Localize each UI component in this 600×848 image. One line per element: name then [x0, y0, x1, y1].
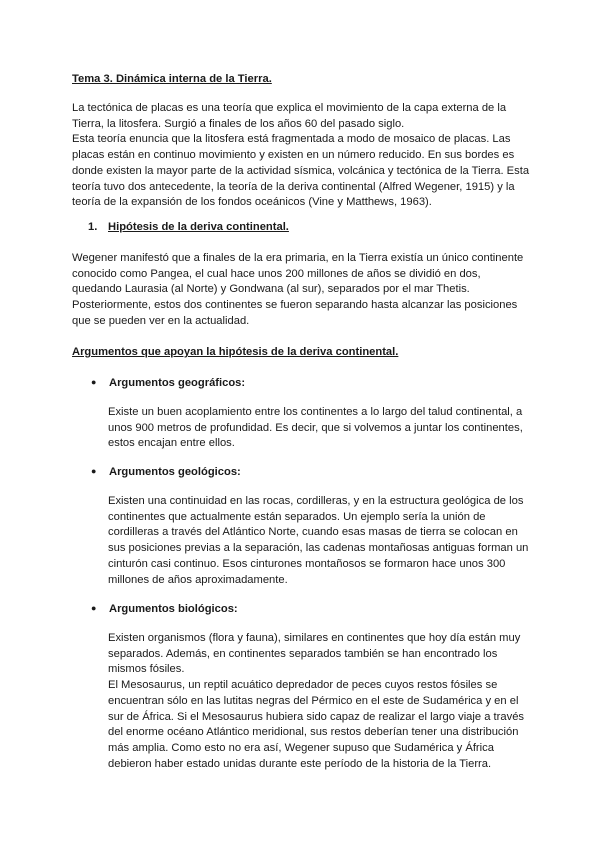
bullet-item — [91, 601, 238, 618]
text-line: encuentran sólo en las lutitas negras del Pérmico en el este de Sudamérica y en el — [108, 694, 519, 707]
bullet-item — [91, 464, 241, 481]
bullet-icon: ● — [91, 603, 97, 613]
text-line: Existen organismos (flora y fauna), similares en continentes que hoy día están muy — [108, 632, 521, 644]
text-line: La tectónica de placas es una teoría que explica el movimiento de la capa externa de la — [72, 102, 507, 114]
text-line: Existen una continuidad en las rocas, cordilleras, y en la estructura geológica de los — [108, 495, 524, 507]
bullet-paragraph — [108, 405, 528, 452]
text-line: mismos fósiles. — [108, 663, 185, 676]
text-line: cinturón casi continuo. Esos cinturones montañosos se formaron hace unos 300 — [108, 557, 506, 570]
text-line: que se pueden ver en la actualidad. — [72, 314, 250, 327]
section-title: Hipótesis de la deriva continental. — [108, 221, 289, 233]
bullet-label: Argumentos geográficos: — [109, 377, 246, 389]
text-line: teoría de la expansión de los fondos oceánicos (Vine y Matthews, 1963). — [72, 196, 432, 209]
text-line: millones de años aproximadamente. — [108, 573, 288, 586]
text-line: sus posiciones previas a la separación, las cadenas montañosas antiguas forman un — [108, 542, 529, 555]
text-line: Esta teoría enuncia que la litosfera está fragmentada a modo de mosaico de placas. Las — [72, 133, 511, 146]
bullet-label: Argumentos biológicos: — [109, 603, 238, 615]
text-line: cordilleras a través del Atlántico Norte, cuando esas masas de tierra se colocan en — [108, 526, 518, 539]
section-heading — [88, 220, 548, 236]
text-line: estos encajan entre ellos. — [108, 437, 235, 450]
bullet-item — [91, 375, 245, 392]
text-line: más amplia. Como esto no era así, Wegener supuso que Sudamérica y África — [108, 741, 494, 754]
intro-paragraph — [72, 101, 532, 211]
bullet-paragraph — [108, 494, 528, 588]
section-paragraph — [72, 251, 532, 330]
text-line: donde existen la mayor parte de la actividad sísmica, volcánica y tectónica de la Tierra. Esta — [72, 164, 530, 177]
document-title: Tema 3. Dinámica interna de la Tierra. — [72, 73, 272, 85]
text-line: conocido como Pangea, el cual hace unos 200 millones de años se dividió en dos, — [72, 267, 481, 280]
text-line: Existe un buen acoplamiento entre los continentes a lo largo del talud continental, a — [108, 406, 523, 418]
text-line: continentes que actualmente están separados. Un ejemplo sería la unión de — [108, 510, 486, 523]
bullet-paragraph — [108, 631, 528, 772]
text-line: debieron haber estado unidas durante este período de la historia de la Tierra. — [108, 757, 492, 770]
text-line: placas están en continuo movimiento y existen en un número reducido. En sus bordes es — [72, 149, 515, 162]
arguments-heading: Argumentos que apoyan la hipótesis de la deriva continental. — [72, 346, 399, 358]
text-line: separados. Además, en continentes separados también se han encontrado los — [108, 647, 498, 660]
text-line: Wegener manifestó que a finales de la era primaria, en la Tierra existía un único continente — [72, 252, 524, 264]
text-line: teoría tuvo dos antecedente, la teoría de la deriva continental (Alfred Wegener, 1915) y la — [72, 180, 515, 193]
text-line: quedando Laurasia (al Norte) y Gondwana (al sur), separados por el mar Thetis. — [72, 283, 470, 296]
text-line: sur de África. Si el Mesosaurus hubiera sido capaz de realizar el largo viaje a través — [108, 710, 525, 723]
text-line: unos 900 metros de profundidad. Es decir, que si volvemos a juntar los continentes, — [108, 421, 523, 434]
text-line: El Mesosaurus, un reptil acuático depredador de peces cuyos restos fósiles se — [108, 679, 498, 692]
bullet-label: Argumentos geológicos: — [109, 466, 241, 478]
text-line: del enorme océano Atlántico meridional, sus restos deberían tener una distribución — [108, 726, 519, 739]
bullet-icon: ● — [91, 377, 97, 387]
text-line: Tierra, la litosfera. Surgió a finales de los años 60 del pasado siglo. — [72, 117, 405, 130]
section-number: 1. — [88, 221, 98, 233]
text-line: Posteriormente, estos dos continentes se fueron separando hasta alcanzar las posiciones — [72, 299, 518, 312]
bullet-icon: ● — [91, 466, 97, 476]
